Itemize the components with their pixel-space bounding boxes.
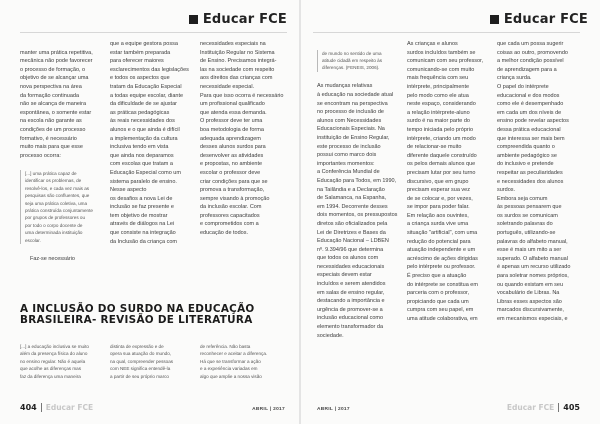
footer-divider: [558, 403, 559, 412]
body-text: Faz-se necessário: [30, 255, 75, 262]
body-text: As mudanças relativas à educação na sociedade atual se encontram na perspectiva no processo de inclusão de alunos com Necessidades Educacionais Especiais. Na instituição de Ensino Regular, este processo de inclusão possui como marco dois importantes momentos: a Conferência Mundial de Educação para Todos, em 1990, na Tailândia e a Declaração de Salamanca, na Espanha, em 1994. Decorrente desses dois momentos, os pressupostos diretos são oficializados pela Lei de Diretrizes e Bases da Educação Nacional – LDBEN nº. 9.394/96 que determina que todos os alunos com necessidades educacionais especiais devem estar incluídos e serem atendidos em salas de ensino regular, destacando a importância e urgência de promover-se a inclusão educacional como elemento transformador da sociedade.: [317, 83, 398, 339]
block-quote: [...] uma prática capaz de identificar os problemas, de resolvê-los, e cada vez mais as pesquisas são confluentes, que seja uma prática coletiva, uma prática construída conjuntamente por grupos de professores ou por todo o corpo docente de uma determinada instituição escolar.: [20, 170, 100, 244]
footer-divider: [41, 403, 42, 412]
masthead-rule: [20, 32, 287, 33]
masthead-title: Educar FCE: [503, 11, 588, 27]
quote-text: de referência. Não basta reconhecer e aceitar a diferença. Há que se transformar a ação e a experiência variadas em algo que amplie a nossa visão: [200, 343, 268, 379]
right-footer: [507, 400, 580, 414]
bottom-quote-col-1: [20, 334, 100, 389]
left-column-2: que a equipe gestora possa estar também preparada para oferecer maiores esclarecimentos das legislações e todos os aspectos que tratam da Educação Especial a todas equipe escolar, diante da dificuldade de se ajustar as práticas pedagógicas às reais necessidades dos alunos e o que ainda é difícil a implementação da cultura inclusiva tendo em vista que ainda nos deparamos com escolas que tratam a Educação Especial como um sistema paralelo de ensino. Nesse aspecto os desafios a nova Lei de inclusão se faz presente e tem objetivo de mostrar através de diálogos na Lei que consiste na integração da Inclusão da criança com: [110, 41, 189, 245]
footer-brand: Educar FCE: [506, 402, 555, 412]
footer-brand: Educar FCE: [45, 402, 94, 412]
bottom-quote-col-2: [110, 334, 190, 389]
right-column-3: que cada um possa sugerir coisas ao outro, promovendo a melhor condição possível de aprendizagem para a criança surda. O papel do intérprete educacional e dos modos como ele é desempenhado em cada um dos níveis de ensino pode revelar aspectos dessa prática educacional que interessa ser mais bem compreendida quanto o ambiente pedagógico se do inclusivo e pretende respeitar as peculiaridades e necessidades dos alunos surdos. Embora seja comum às pessoas pensarem que os surdos se comunicam soletrando palavras do português, utilizando-se palavras do alfabeto manual, esse é mais um mito a ser superado. O alfabeto manual é apenas um recurso utilizado para soletrar nomes próprios, ou quando existam em seu vocabulário de Libras. Na Libras esses aspectos são marcados discursivamente, em mecanismos especiais, e: [497, 41, 571, 322]
page-number: 404: [20, 402, 37, 412]
right-column-1: [317, 40, 399, 349]
section-heading: [20, 304, 290, 327]
left-column-3: necessidades especiais na Instituição Regular no Sistema de Ensino. Precisamos integrá- las na sociedade com respeito aos direitos das crianças com necessidade especial. Para que isso ocorra é necessário um profissional qualificado que atenda essa demanda. O professor deve ter uma boa metodologia de forma adequada aprendizagem desses alunos surdos para desenvolver as atividades e propostas, no ambiente escolar o professor deve criar condições para que se promova a transformação, sempre visando à promoção da inclusão escolar. Com professores capacitados e comprometidos com a educação de todos.: [200, 41, 284, 237]
square-bullet-icon: [490, 15, 499, 24]
left-footer: [20, 400, 93, 414]
left-masthead: [189, 9, 287, 29]
right-column-2: As crianças e alunos surdos incluídos também se comunicam com seu professor, comunicando-se com muito mais frequência com seu intérprete, principalmente pelo modo como ele atua neste espaço, considerando a relação intérprete-aluno surdo é na maior parte do tempo iniciada pelo próprio intérprete, criando um modo de relacionar-se muito diferente daquele construído os pelos demais alunos que precisam lutar por seu turno discursivo, que em grupo precisam esperar sua vez de se colocar e, por vezes, se impor para poder falar. Em relação aos ouvintes, a criança surda vive uma situação "artificial", com uma redução do potencial para atuação independente e um acréscimo de ações dirigidas pelo intérprete ou professor. É preciso que a atuação do intérprete se constitua em parceria com o professor, propiciando que cada um cumpra com seu papel, em uma atitude colaborativa, em: [407, 41, 484, 322]
footer-date: ABRIL | 2017: [252, 407, 285, 412]
right-page: [301, 0, 600, 424]
quote-text: [...] a educação inclusiva se muito além da presença física do aluno no ensino regular. Não é aquela que acolhe as diferenças mas faz da diferença uma maneira: [20, 343, 89, 379]
square-bullet-icon: [189, 15, 198, 24]
masthead-rule: [313, 32, 580, 33]
left-column-1: [20, 40, 100, 272]
page-number: 405: [563, 402, 580, 412]
masthead-title: Educar FCE: [202, 11, 287, 27]
footer-date: ABRIL | 2017: [317, 407, 350, 412]
block-quote: de mundo no sentido de uma atitude cidadã em respeito às diferenças. (FENEIS, 2006).: [317, 50, 399, 72]
right-masthead: [490, 9, 588, 29]
heading-line: BRASILEIRA- REVISÃO DE LITERATURA: [20, 314, 253, 327]
quote-text: distinta de expressão e de opera sua atuação do mundo, na qual, compreender pessoas com NEE significa entendê-la a partir de seu próprio marco: [110, 343, 174, 379]
bottom-quote-col-3: [200, 334, 285, 389]
heading-line: A INCLUSÃO DO SURDO NA EDUCAÇÃO: [20, 303, 255, 315]
body-text: manter uma prática repetitiva, mecânica não pode favorecer o processo de formação, o objetivo de se alcançar uma nova perspectiva na área da formação continuada não se alcança de maneira espontânea, o somente estar na escola não garante as condições de um processo formativo, é necessário muito mais para que esse processo ocorra:: [20, 49, 93, 159]
left-page: [0, 0, 299, 424]
